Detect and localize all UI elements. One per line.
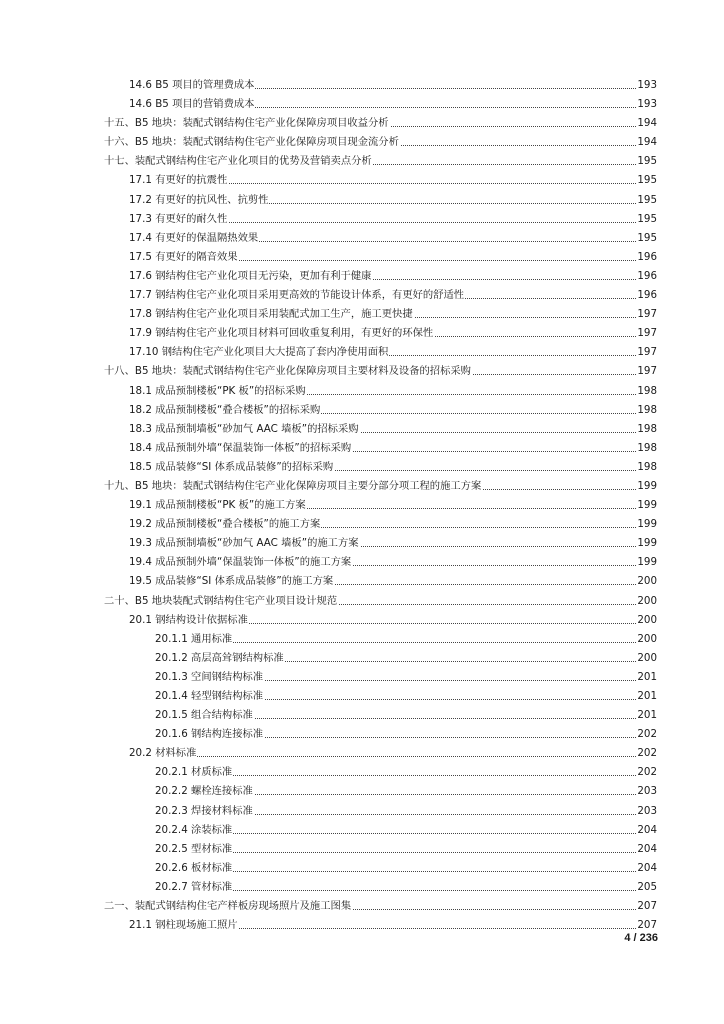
toc-entry-page: 195 <box>636 210 657 229</box>
toc-entry-title: 十七、装配式钢结构住宅产业化项目的优势及营销卖点分析 <box>104 152 373 171</box>
toc-entry[interactable] <box>0 229 724 248</box>
toc-entry[interactable] <box>0 534 724 553</box>
toc-entry-title: 20.2.1 材质标准 <box>155 763 233 782</box>
toc-entry[interactable] <box>0 191 724 210</box>
toc-entry-title: 19.2 成品预制楼板“叠合楼板”的施工方案 <box>129 515 321 534</box>
toc-entry[interactable] <box>0 725 724 744</box>
toc-entry-title: 20.1.2 高层高耸钢结构标准 <box>155 649 285 668</box>
toc-entry-page: 198 <box>636 439 657 458</box>
toc-entry[interactable] <box>0 496 724 515</box>
toc-entry-page: 196 <box>636 267 657 286</box>
toc-entry-page: 202 <box>636 763 657 782</box>
toc-entry-title: 20.2.2 螺栓连接标准 <box>155 782 254 801</box>
toc-entry-title: 十九、B5 地块：装配式钢结构住宅产业化保障房项目主要分部分项工程的施工方案 <box>104 477 482 496</box>
toc-entry-page: 198 <box>636 382 657 401</box>
toc-entry-title: 18.1 成品预制楼板“PK 板”的招标采购 <box>129 382 307 401</box>
toc-entry-title: 20.2.3 焊接材料标准 <box>155 802 254 821</box>
toc-entry[interactable] <box>0 611 724 630</box>
toc-entry[interactable] <box>0 553 724 572</box>
toc-entry-page: 198 <box>636 401 657 420</box>
toc-entry-page: 196 <box>636 286 657 305</box>
toc-entry-title: 17.1 有更好的抗震性 <box>129 171 228 190</box>
toc-entry-page: 193 <box>636 76 657 95</box>
toc-entry-page: 200 <box>636 572 657 591</box>
toc-entry-title: 20.1.4 轻型钢结构标准 <box>155 687 264 706</box>
toc-entry-title: 17.8 钢结构住宅产业化项目采用装配式加工生产，施工更快捷 <box>129 305 414 324</box>
toc-entry-page: 203 <box>636 782 657 801</box>
toc-entry-title: 17.5 有更好的隔音效果 <box>129 248 239 267</box>
toc-entry-page: 207 <box>636 897 657 916</box>
toc-entry-page: 195 <box>636 152 657 171</box>
toc-entry-page: 207 <box>636 916 657 935</box>
toc-entry-title: 20.2.7 管材标准 <box>155 878 233 897</box>
toc-entry-title: 21.1 钢柱现场施工照片 <box>129 916 239 935</box>
toc-entry-title: 二十、B5 地块装配式钢结构住宅产业项目设计规范 <box>104 592 338 611</box>
toc-entry[interactable] <box>0 305 724 324</box>
toc-entry-page: 196 <box>636 248 657 267</box>
toc-entry-title: 17.4 有更好的保温隔热效果 <box>129 229 259 248</box>
toc-entry-title: 18.4 成品预制外墙“保温装饰一体板”的招标采购 <box>129 439 352 458</box>
toc-entry[interactable] <box>0 744 724 763</box>
toc-entry-title: 14.6 B5 项目的营销费成本 <box>129 95 255 114</box>
toc-entry-page: 197 <box>636 324 657 343</box>
toc-entry-title: 19.3 成品预制墙板“砂加气 AAC 墙板”的施工方案 <box>129 534 360 553</box>
toc-entry-title: 20.1 钢结构设计依据标准 <box>129 611 249 630</box>
toc-entry-page: 200 <box>636 649 657 668</box>
toc-entry[interactable] <box>0 171 724 190</box>
toc-entry-page: 198 <box>636 420 657 439</box>
toc-entry[interactable] <box>0 286 724 305</box>
toc-entry-title: 20.2.5 型材标准 <box>155 840 233 859</box>
toc-entry[interactable] <box>0 572 724 591</box>
toc-entry-page: 202 <box>636 725 657 744</box>
toc-entry[interactable] <box>0 248 724 267</box>
toc-entry-title: 17.10 钢结构住宅产业化项目大大提高了套内净使用面积 <box>129 343 389 362</box>
toc-entry-title: 20.1.5 组合结构标准 <box>155 706 254 725</box>
toc-entry-title: 十八、B5 地块：装配式钢结构住宅产业化保障房项目主要材料及设备的招标采购 <box>104 362 472 381</box>
toc-entry[interactable] <box>0 687 724 706</box>
toc-entry-title: 20.1.6 钢结构连接标准 <box>155 725 264 744</box>
toc-entry-page: 197 <box>636 362 657 381</box>
toc-entry[interactable] <box>0 668 724 687</box>
toc-entry-title: 19.1 成品预制楼板“PK 板”的施工方案 <box>129 496 307 515</box>
toc-entry-page: 197 <box>636 305 657 324</box>
toc-entry-page: 201 <box>636 706 657 725</box>
toc-entry[interactable] <box>0 133 724 152</box>
toc-entry[interactable] <box>0 821 724 840</box>
toc-entry-title: 20.1.1 通用标准 <box>155 630 233 649</box>
toc-entry[interactable] <box>0 382 724 401</box>
toc-entry-page: 197 <box>636 343 657 362</box>
toc-entry[interactable] <box>0 477 724 496</box>
toc-entry-page: 200 <box>636 592 657 611</box>
toc-entry[interactable] <box>0 420 724 439</box>
toc-entry-page: 194 <box>636 133 657 152</box>
toc-entry-title: 18.5 成品装修“SI 体系成品装修”的招标采购 <box>129 458 334 477</box>
toc-entry[interactable] <box>0 878 724 897</box>
toc-entry-page: 203 <box>636 802 657 821</box>
toc-entry-page: 200 <box>636 611 657 630</box>
toc-entry[interactable] <box>0 763 724 782</box>
dot-leader <box>129 756 638 757</box>
toc-entry[interactable] <box>0 267 724 286</box>
toc-entry[interactable] <box>0 324 724 343</box>
toc-entry-title: 19.4 成品预制外墙“保温装饰一体板”的施工方案 <box>129 553 352 572</box>
toc-entry[interactable] <box>0 706 724 725</box>
toc-entry[interactable] <box>0 362 724 381</box>
toc-entry[interactable] <box>0 458 724 477</box>
toc-entry[interactable] <box>0 152 724 171</box>
toc-entry[interactable] <box>0 114 724 133</box>
toc-entry-page: 200 <box>636 630 657 649</box>
toc-entry-title: 20.2.4 涂装标准 <box>155 821 233 840</box>
toc-entry[interactable] <box>0 916 724 935</box>
toc-entry-page: 193 <box>636 95 657 114</box>
toc-entry-title: 二一、装配式钢结构住宅产样板房现场照片及施工图集 <box>104 897 352 916</box>
toc-entry[interactable] <box>0 859 724 878</box>
toc-entry[interactable] <box>0 210 724 229</box>
toc-entry-page: 199 <box>636 477 657 496</box>
toc-entry-title: 19.5 成品装修“SI 体系成品装修”的施工方案 <box>129 572 334 591</box>
toc-entry-title: 17.3 有更好的耐久性 <box>129 210 228 229</box>
toc-entry[interactable] <box>0 782 724 801</box>
toc-entry[interactable] <box>0 802 724 821</box>
toc-entry-title: 20.2 材料标准 <box>129 744 197 763</box>
toc-entry-page: 204 <box>636 859 657 878</box>
toc-entry-title: 17.2 有更好的抗风性、抗剪性 <box>129 191 269 210</box>
toc-entry[interactable] <box>0 401 724 420</box>
toc-entry-page: 204 <box>636 821 657 840</box>
toc-entry[interactable] <box>0 840 724 859</box>
toc-entry-page: 194 <box>636 114 657 133</box>
toc-entry[interactable] <box>0 592 724 611</box>
toc-entry-page: 195 <box>636 191 657 210</box>
toc-entry-page: 195 <box>636 171 657 190</box>
toc-entry-page: 195 <box>636 229 657 248</box>
toc-entry-page: 199 <box>636 515 657 534</box>
toc-entry-title: 20.2.6 板材标准 <box>155 859 233 878</box>
toc-entry-title: 17.6 钢结构住宅产业化项目无污染，更加有利于健康 <box>129 267 372 286</box>
toc-entry-page: 198 <box>636 458 657 477</box>
toc-entry-page: 201 <box>636 687 657 706</box>
toc-entry-title: 18.2 成品预制楼板“叠合楼板”的招标采购 <box>129 401 321 420</box>
toc-entry[interactable] <box>0 343 724 362</box>
toc-entry-page: 205 <box>636 878 657 897</box>
toc-entry-page: 202 <box>636 744 657 763</box>
toc-entry-title: 17.7 钢结构住宅产业化项目采用更高效的节能设计体系，有更好的舒适性 <box>129 286 465 305</box>
toc-entry-page: 199 <box>636 496 657 515</box>
table-of-contents <box>0 76 724 935</box>
page-number: 4 / 236 <box>624 932 658 944</box>
toc-entry-title: 14.6 B5 项目的管理费成本 <box>129 76 255 95</box>
toc-entry-page: 199 <box>636 553 657 572</box>
toc-entry[interactable] <box>0 649 724 668</box>
toc-entry[interactable] <box>0 439 724 458</box>
toc-entry[interactable] <box>0 95 724 114</box>
toc-entry[interactable] <box>0 515 724 534</box>
toc-entry-title: 20.1.3 空间钢结构标准 <box>155 668 264 687</box>
toc-entry[interactable] <box>0 76 724 95</box>
toc-entry-title: 十六、B5 地块：装配式钢结构住宅产业化保障房项目现金流分析 <box>104 133 400 152</box>
toc-entry-page: 199 <box>636 534 657 553</box>
toc-entry[interactable] <box>0 897 724 916</box>
toc-entry-title: 18.3 成品预制墙板“砂加气 AAC 墙板”的招标采购 <box>129 420 360 439</box>
toc-entry-title: 17.9 钢结构住宅产业化项目材料可回收重复利用，有更好的环保性 <box>129 324 434 343</box>
toc-entry-page: 201 <box>636 668 657 687</box>
toc-entry[interactable] <box>0 630 724 649</box>
toc-entry-page: 204 <box>636 840 657 859</box>
toc-entry-title: 十五、B5 地块：装配式钢结构住宅产业化保障房项目收益分析 <box>104 114 390 133</box>
